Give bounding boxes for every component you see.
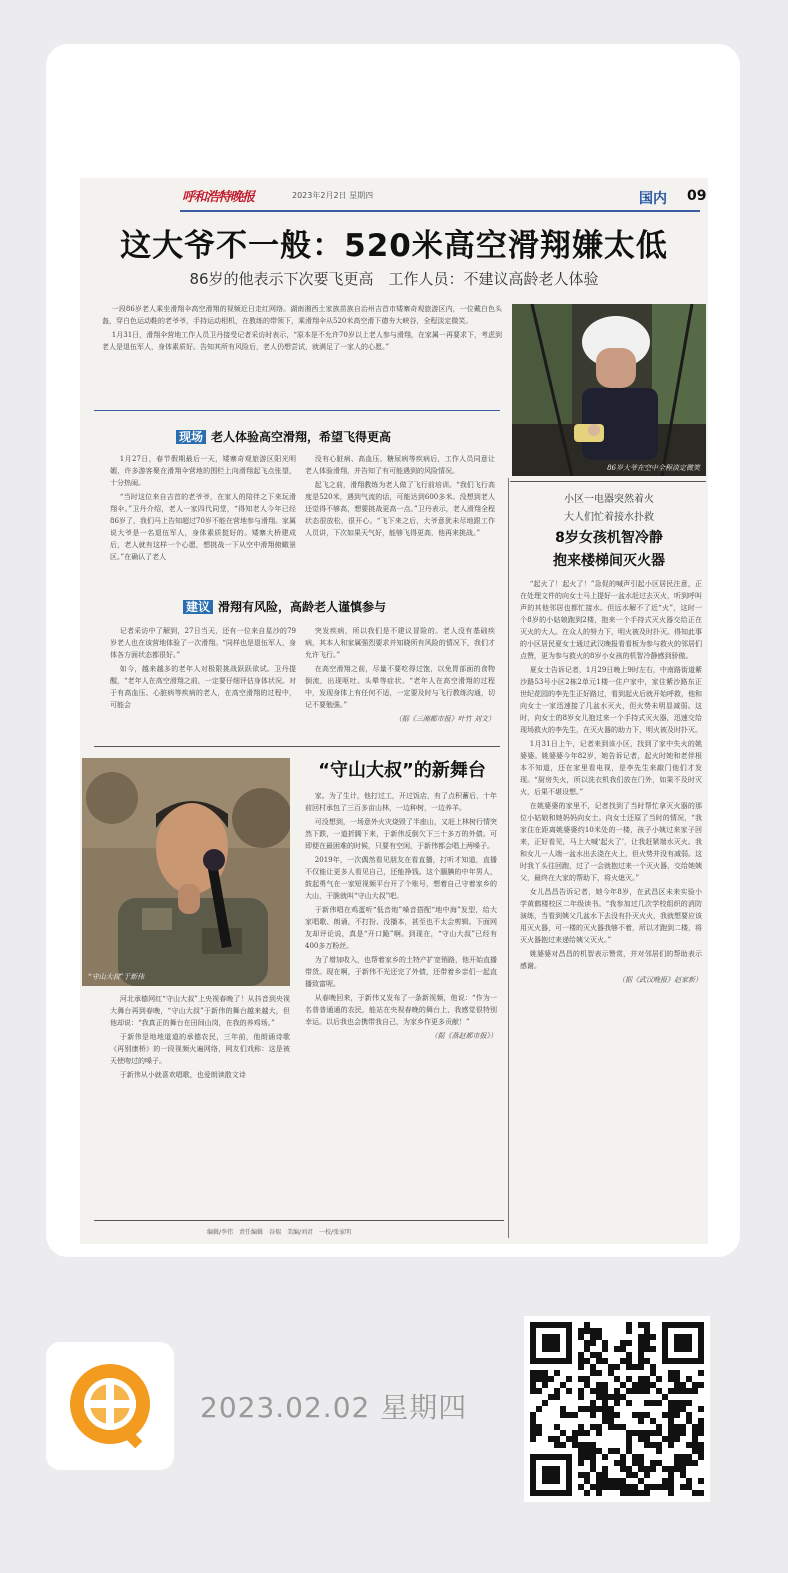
third-story-column-right xyxy=(305,790,497,1044)
divider xyxy=(94,1220,504,1221)
body-paragraph: 夏女士告诉记者，1月29日晚上9时左右，中南路街道紫沙路53号小区2栋2单元1楼一住户家中，家住紫沙路东正世纪花园的李先生正好路过，看到起火后就开始呼救，他和向女士一家迅速接了几盆水灭火，但火势未明显减弱。这时，向女士的8岁女儿抱过来一个手持式灭火器，迅速交给现场救火的李先生，在灭火器的助力下，明火被及时扑灭。 xyxy=(520,666,702,734)
body-paragraph: 1月27日，春节假期最后一天，矮寨奇观旅游区阳光明媚，许多游客聚在滑翔伞营地的围栏上向滑翔起飞点张望，十分热闹。 xyxy=(110,455,296,487)
publication-date: 2023年2月2日 星期四 xyxy=(292,191,374,200)
section-title-advice: 滑翔有风险，高龄老人谨慎参与 xyxy=(218,600,387,614)
lead-headline: 这大爷不一般：520米高空滑翔嫌太低 xyxy=(120,228,668,264)
column-divider xyxy=(508,478,509,1238)
app-logo-icon xyxy=(46,1342,174,1470)
body-paragraph: 1月31日上午，记者来到该小区，找到了家中失火的姚婆婆。姚婆婆今年82岁，她告诉记者，起火时她和老伴根本不知道，还在家里看电视，是李先生来敲门他们才发现。“厨房失火，所以洗衣机我们放在门外，如果不及时灭火，后果不堪设想。” xyxy=(520,740,702,796)
body-paragraph: 在姚婆婆的家里不，记者找到了当时帮忙拿灭火器的那位小姑娘和她妈妈向女士。向女士还原了当时的情况，“我家住在距离姚婆婆约10米处的一楼，孩子小姨过来家子回来，正好看见，马上大喊‘起火了’，让我赶紧端水灭火。我和女儿一人端一盆水出去浇在火上，但火势并没有减弱。这时我丫头往回跑，过了一会就抱过来一个灭火器，交给她姨父，最终在大家的帮助下，将火熄灭。” xyxy=(520,802,702,882)
story-credit: （据《武汉晚报》赵家新） xyxy=(618,976,702,984)
body-paragraph: 于新伟从小就喜欢唱歌，也爱朗读散文诗 xyxy=(119,1071,246,1079)
editor-credits: 编辑/李伟 责任编辑 谷瑞 美编/刘君 一校/张家明 xyxy=(207,1229,352,1236)
newspaper-page xyxy=(80,178,708,1244)
advice-column-1 xyxy=(110,625,296,713)
section-title-scene: 老人体验高空滑翔，希望飞得更高 xyxy=(211,430,392,444)
body-paragraph: 于新伟唱在鸡蛋听“低音炮”嗓音搭配“地中海”发型，给大家唱歌、朗诵，不打扮、没播本，甚至也不太会剪辑。下面网友却评论说，真是“开口跪”啊。到现在，“守山大叔”已经有400多万粉丝。 xyxy=(305,906,497,950)
scene-column-2 xyxy=(305,453,495,541)
section-heading-scene xyxy=(176,428,391,445)
glider-photo xyxy=(512,304,706,476)
paraglider-image xyxy=(512,304,706,476)
advice-column-2 xyxy=(305,625,495,727)
section-tag-scene: 现场 xyxy=(176,430,206,444)
divider xyxy=(94,746,500,747)
post-date: 2023.02.02 星期四 xyxy=(200,1391,468,1424)
story-credit: （据《燕赵都市报》） xyxy=(430,1032,497,1040)
body-paragraph: 起飞之前，滑翔教练为老人做了飞行前培训。“我们飞行高度是520米，遇到气流的话，可能达到600多米。没想到老人还觉得不够高，想要挑战更高一点。”卫丹表示，老人滑翔全程状态很放松，很开心。“飞下来之后，大爷意犹未尽地跟工作人员讲，下次如果天气好，能够飞得更高，他再来挑战。” xyxy=(305,481,495,537)
masthead-divider xyxy=(180,210,700,212)
masthead xyxy=(182,186,707,208)
divider xyxy=(510,481,706,482)
body-paragraph: 2019年，一次偶然看见朋友在看直播，打听才知道，直播不仅能让更多人看见自己，还能挣钱。这个腼腆的中年男人，鼓起勇气在一家短视频平台开了个账号，想着自己守着家乡的大山，干脆就叫“守山大叔”吧。 xyxy=(305,856,497,900)
singer-image xyxy=(82,758,290,986)
third-story-column-left xyxy=(110,993,290,1083)
body-paragraph: 记者采访中了解到，27日当天，还有一位来自星沙的79岁老人也在该营地体验了一次滑翔。“同样也是退伍军人，身体各方面状态都很好。” xyxy=(110,627,296,659)
qr-code[interactable] xyxy=(524,1316,710,1502)
body-paragraph: 姚婆婆对昌昌的机智表示赞赏，并对邻居们的帮助表示感谢。 xyxy=(520,950,702,970)
lead-subhead: 86岁的他表示下次要飞更高 工作人员：不建议高龄老人体验 xyxy=(189,270,599,288)
body-paragraph: “当时这位来自吉首的老爷爷，在家人的陪伴之下来玩滑翔伞。”卫丹介绍，老人一家四代同堂，“得知老人今年已经86岁了，我们马上告知超过70岁不能在营地参与滑翔。家属说大爷是一名退伍军人，身体素质挺好的。矮寨大桥建成后，老人就有这样一个心愿，想挑战一下从空中滑翔俯瞰景区。”在确认了老人 xyxy=(110,493,296,561)
section-label: 国内 xyxy=(639,191,667,207)
body-paragraph: 于新伟是地地道道的承德农民，三年前，他朗诵诗歌《再别康桥》的一段视频火遍网络，网友们戏称：这是被天使吻过的嗓子。 xyxy=(110,1033,290,1065)
mountain-uncle-photo xyxy=(82,758,290,986)
intro-paragraph: 一段86岁老人乘坐滑翔伞高空滑翔的视频近日走红网络。湖南湘西土家族苗族自治州吉首市矮寨奇观旅游区内，一位戴白色头盔，穿白色运动鞋的老爷爷，手持运动相机，在教练的带领下，乘滑翔伞从520米高空滑下德夯大峡谷，全程淡定微笑。 xyxy=(102,305,502,325)
qr-code-icon xyxy=(524,1316,710,1502)
photo-caption: 86岁大爷在空中全程淡定微笑 xyxy=(607,464,700,472)
page-number: 09 xyxy=(687,188,707,204)
body-paragraph: 可没想到，一场意外火灾烧毁了半座山，又赶上林树行情突然下跌，一道折腾下来，于新伟反倒欠下三十多万的外债。可即便在最困难的时候，只要有空闲，于新伟都会唱上两嗓子。 xyxy=(305,818,497,850)
body-paragraph: 河北承德网红“守山大叔”上央视春晚了！从抖音到央视大舞台再到春晚，“守山大叔”于新伟的舞台越来越大，但他却说：“我真正的舞台在田间山岗，在我的养鸡场。” xyxy=(110,995,290,1027)
body-paragraph: “起火了！起火了！”急促的喊声引起小区居民注意，正在处理文件的向女士马上提好一盆水赶过去灭火，听到呼叫声的其他邻居也都忙接水。但远水解不了近“火”，这时一个8岁的小姑娘跑到2楼，抱来一个手持式灭火器交给正在灭火的大人。在众人的努力下，明火被及时扑灭。得知此事的小区居民夏女士通过武汉晚报看看板为参与救火的邻居们点赞，更为参与救火的8岁小女孩的机智冷静感到骄傲。 xyxy=(520,580,702,660)
body-paragraph: 在高空滑翔之前，尽量不要吃得过饱，以免胃部面的食物倒流，出现呕吐、头晕等症状。“老年人在高空滑翔的过程中，发现身体上有任何不适，一定要及时与飞行教练沟通，切记不要勉强。” xyxy=(305,665,495,709)
sidebar-headline: 抱来楼梯间灭火器 xyxy=(553,553,665,569)
scene-column-1 xyxy=(110,453,296,565)
body-paragraph: 如今，越来越多的老年人对极限挑战跃跃欲试。卫丹提醒，“老年人在高空滑翔之前，一定要仔细评估身体状况。对于有高血压、心脏病等疾病的老人，在高空滑翔的过程中，可能会 xyxy=(110,665,296,709)
lead-intro xyxy=(102,303,502,355)
sidebar-headline: 8岁女孩机智冷静 xyxy=(555,530,663,546)
body-paragraph: 没有心脏病、高血压、糖尿病等疾病后，工作人员同意让老人体验滑翔，并告知了有可能遇到的风险情况。 xyxy=(305,455,495,475)
body-paragraph: 家。为了生计，他打过工，开过饭店，有了点积蓄后，十年前回村承包了三百多亩山林，一边种树，一边养羊。 xyxy=(305,792,497,812)
body-paragraph: 为了增加收入，也帮着家乡的土特产扩宽销路，他开始直播带货。现在啊，于新伟不光还完了外债，还带着乡亲们一起直播致富呢。 xyxy=(305,956,497,988)
app-logo-tile xyxy=(46,1342,174,1470)
story-credit: （据《三湘都市报》叶竹 刘文） xyxy=(394,715,495,723)
newspaper-logo: 呼和浩特晚报 xyxy=(182,190,255,205)
body-paragraph: 女儿昌昌告诉记者，她今年8岁，在武昌区未来实验小学黄鹤楼校区二年级读书。“我参加过几次学校组织的消防演练，当看到姨父几盆水下去没有扑灭火火，我就想要应该用灭火器，可一楼的灭火器我够不着，所以才跑到二楼，将灭火器抱过来递给姨父灭火。” xyxy=(520,888,702,944)
sidebar-kicker: 大人们忙着接水扑救 xyxy=(564,512,654,523)
section-tag-advice: 建议 xyxy=(183,600,213,614)
section-heading-advice xyxy=(183,598,386,615)
third-story-headline: “守山大叔”的新舞台 xyxy=(318,760,486,781)
body-paragraph: 突发疾病，所以我们是不建议冒险的。老人没有基础疾病，其本人和家属强烈要求并知晓所有风险的情况下，我们才允许飞行。” xyxy=(305,627,495,659)
divider xyxy=(94,410,500,411)
body-paragraph: 从春晚回来，于新伟又发布了一条新视频，他说：“作为一名普普通通的农民，能站在央视春晚的舞台上，我感觉很特别幸运。以后我也会携带我自己，为家乡作更多贡献！” xyxy=(305,994,497,1026)
intro-paragraph: 1月31日，滑翔伞营地工作人员卫丹接受记者采访时表示，“原本是不允许70岁以上老人参与滑翔，在家属一再要求下，考虑到老人是退伍军人，身体素质好。告知其所有风险后，老人仍想尝试，就满足了一家人的心愿。” xyxy=(102,331,502,351)
sidebar-kicker: 小区一电器突然着火 xyxy=(564,494,654,505)
sidebar-body xyxy=(520,578,702,988)
photo-caption: “守山大叔”于新伟 xyxy=(88,973,145,981)
